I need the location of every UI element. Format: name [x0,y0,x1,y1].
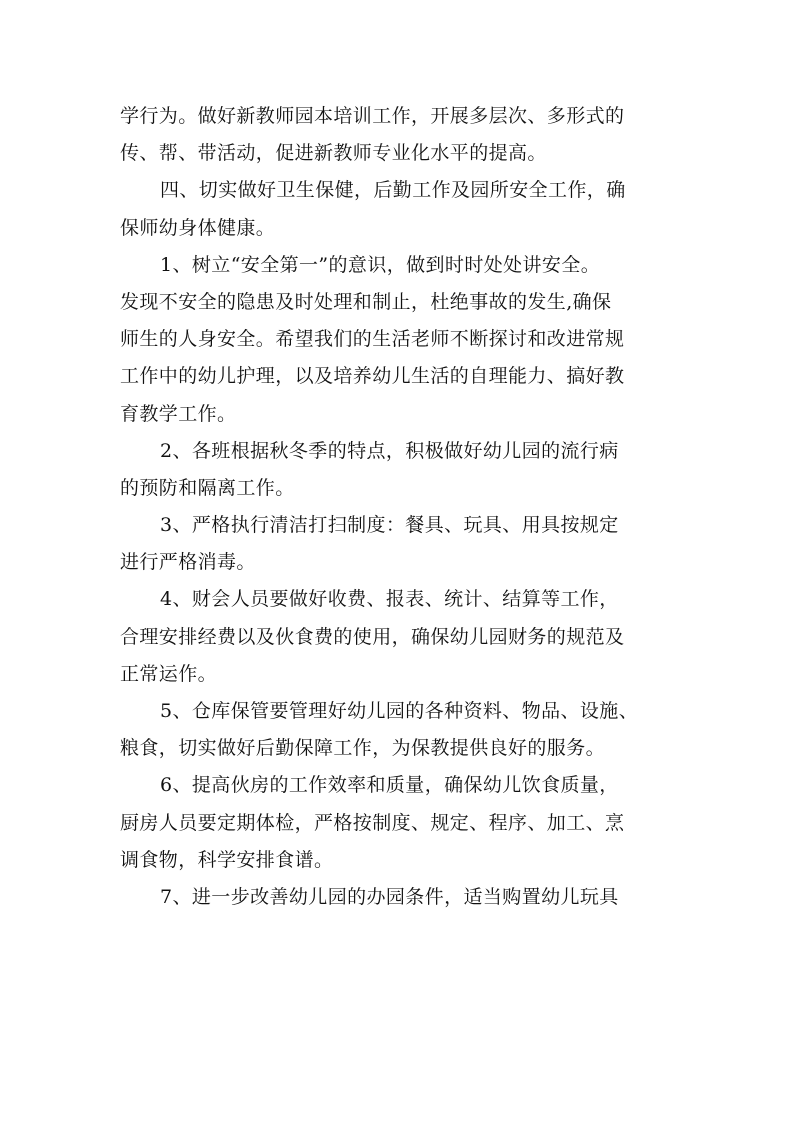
text-line: 7、进一步改善幼儿园的办园条件，适当购置幼儿玩具 [160,885,619,908]
text-line: 四、切实做好卫生保健，后勤工作及园所安全工作，确 [160,179,626,202]
text-line: 调食物，科学安排食谱。 [120,848,334,871]
paragraph-item-1-safety [120,247,680,433]
text-line: 3、严格执行清洁打扫制度：餐具、玩具、用具按规定 [160,514,619,537]
text-line: 育教学工作。 [120,402,237,425]
text-line: 1、树立“安全第一”的意识，做到时时处处讲安全。 [160,253,601,276]
text-line: 师生的人身安全。希望我们的生活老师不断探讨和改进常规 [120,328,625,351]
text-line: 工作中的幼儿护理，以及培养幼儿生活的自理能力、搞好教 [120,365,625,388]
paragraph-item-5-warehouse [120,693,680,767]
paragraph-item-3-cleaning [120,507,680,581]
text-line: 发现不安全的隐患及时处理和制止，杜绝事故的发生,确保 [120,290,612,313]
text-line: 保师幼身体健康。 [120,216,276,239]
paragraph-item-7-facilities [120,879,680,916]
section-heading-health-safety [120,172,680,246]
paragraph-item-2-disease-prevention [120,433,680,507]
paragraph-item-4-finance [120,581,680,693]
text-line: 粮食，切实做好后勤保障工作，为保教提供良好的服务。 [120,737,606,760]
paragraph-teacher-training [120,98,680,172]
text-line: 2、各班根据秋冬季的特点，积极做好幼儿园的流行病 [160,439,619,462]
text-line: 4、财会人员要做好收费、报表、统计、结算等工作， [160,588,619,611]
document-body [120,98,680,916]
text-line: 正常运作。 [120,662,218,685]
text-line: 传、帮、带活动，促进新教师专业化水平的提高。 [120,142,547,165]
paragraph-item-6-kitchen [120,767,680,879]
text-line: 6、提高伙房的工作效率和质量，确保幼儿饮食质量， [160,774,619,797]
text-line: 进行严格消毒。 [120,551,256,574]
text-line: 厨房人员要定期体检，严格按制度、规定、程序、加工、烹 [120,811,625,834]
text-line: 5、仓库保管要管理好幼儿园的各种资料、物品、设施、 [160,700,639,722]
text-line: 学行为。做好新教师园本培训工作，开展多层次、多形式的 [120,105,625,127]
text-line: 合理安排经费以及伙食费的使用，确保幼儿园财务的规范及 [120,625,625,648]
text-line: 的预防和隔离工作。 [120,476,295,499]
